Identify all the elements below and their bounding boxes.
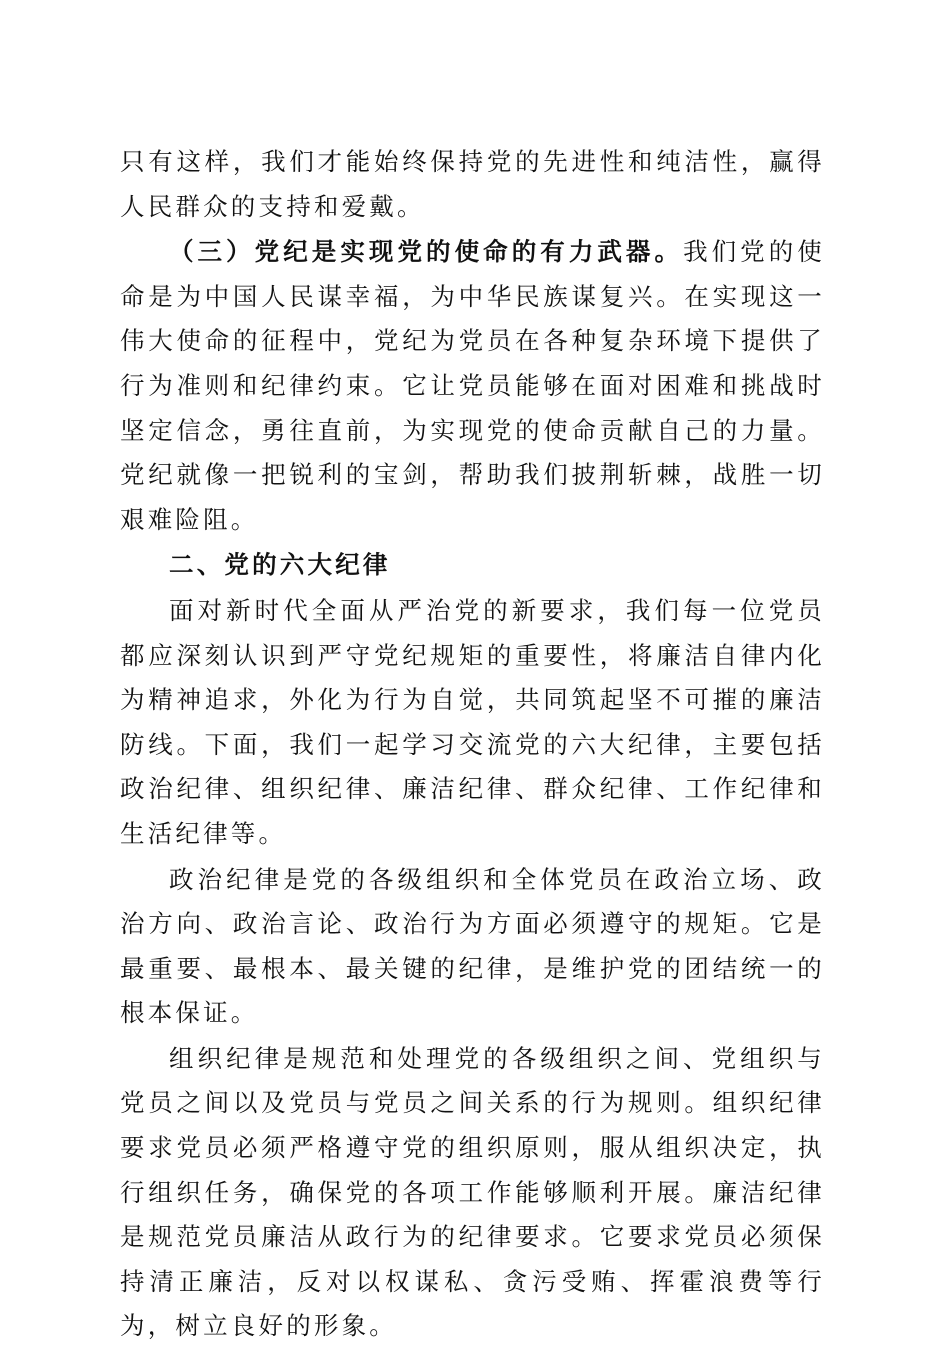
paragraph-body: 我们党的使命是为中国人民谋幸福，为中华民族谋复兴。在实现这一伟大使命的征程中，党纪为党员在各种复杂环境下提供了行为准则和纪律约束。它让党员能够在面对困难和挑战时坚定信念，勇往直前，为实现党的使命贡献自己的力量。党纪就像一把锐利的宝剑，帮助我们披荆斩棘，战胜一切艰难险阻。: [120, 237, 825, 534]
section-heading: 二、党的六大纪律: [169, 550, 391, 580]
paragraph-organizational-discipline: 组织纪律是规范和处理党的各级组织之间、党组织与党员之间以及党员与党员之间关系的行为规则。组织纪律要求党员必须严格遵守党的组织原则，服从组织决定，执行组织任务，确保党的各项工作能够顺利开展。廉洁纪律是规范党员廉洁从政行为的纪律要求。它要求党员必须保持清正廉洁，反对以权谋私、贪污受贿、挥霍浪费等行为，树立良好的形象。: [120, 1043, 825, 1341]
paragraph-party-mission: [120, 230, 825, 542]
paragraph-continuation: 只有这样，我们才能始终保持党的先进性和纯洁性，赢得人民群众的支持和爱戴。: [120, 147, 825, 221]
paragraph-six-disciplines-intro: 面对新时代全面从严治党的新要求，我们每一位党员都应深刻认识到严守党纪规矩的重要性，将廉洁自律内化为精神追求，外化为行为自觉，共同筑起坚不可摧的廉洁防线。下面，我们一起学习交流党的六大纪律，主要包括政治纪律、组织纪律、廉洁纪律、群众纪律、工作纪律和生活纪律等。: [120, 595, 825, 848]
document-page: [120, 140, 825, 1349]
paragraph-lead-heading: （三）党纪是实现党的使命的有力武器。: [169, 237, 684, 267]
paragraph-political-discipline: 政治纪律是党的各级组织和全体党员在政治立场、政治方向、政治言论、政治行为方面必须遵守的规矩。它是最重要、最根本、最关键的纪律，是维护党的团结统一的根本保证。: [120, 864, 825, 1028]
